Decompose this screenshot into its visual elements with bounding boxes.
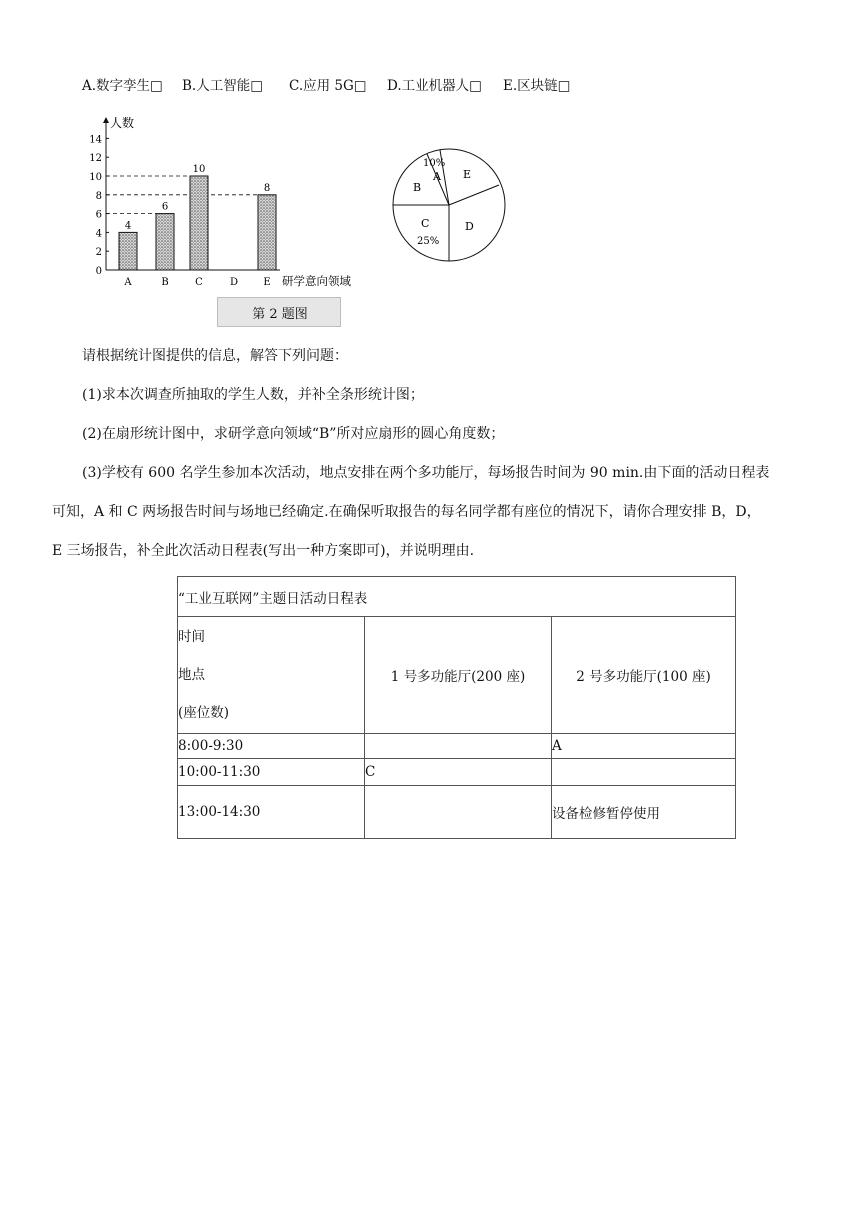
bar-bars (119, 164, 276, 270)
question-1: (1)求本次调查所抽取的学生人数，并补全条形统计图； (82, 387, 424, 403)
row-hall-2: A (552, 734, 736, 759)
bar-chart (80, 108, 380, 293)
row-time: 8:00-9:30 (178, 734, 365, 759)
option-c: C.应用 5G□ (289, 78, 367, 94)
pie-chart (385, 145, 515, 275)
row-hall-1 (365, 734, 552, 759)
row-time: 13:00-14:30 (178, 786, 365, 839)
bar-value-label: 10 (192, 164, 206, 175)
pie-slice-d-label: D (465, 220, 474, 233)
bar-y-tick-label: 12 (89, 153, 102, 165)
header-seats: (座位数) (178, 705, 230, 721)
bar-value-label: 4 (124, 220, 132, 232)
bar-y-tick-label: 4 (95, 228, 102, 240)
question-2: (2)在扇形统计图中，求研学意向领域“B”所对应扇形的圆心角度数； (82, 426, 505, 442)
bar-x-tick-label: C (195, 277, 203, 288)
bar-y-tick-label: 0 (95, 266, 102, 277)
bar-x-tick-label: B (161, 277, 169, 288)
header-time: 时间 (178, 629, 205, 645)
row-hall-2 (552, 759, 736, 786)
pie-slice-a-label: A (433, 170, 441, 183)
bar-a (119, 232, 137, 270)
pie-slice-boundary (449, 185, 499, 205)
table-row (178, 759, 736, 786)
schedule-table (177, 576, 736, 839)
pie-slice-b-label: B (413, 181, 422, 194)
bar-x-tick-label: D (229, 277, 239, 288)
table-title: “工业互联网”主题日活动日程表 (178, 577, 736, 617)
bar-b (156, 214, 174, 270)
row-hall-1 (365, 786, 552, 839)
question-3-line-1: (3)学校有 600 名学生参加本次活动，地点安排在两个多功能厅，每场报告时间为 90 min.由下面的活动日程表 (82, 465, 770, 481)
header-hall-1: 1 号多功能厅(200 座) (365, 617, 552, 734)
bar-y-tick-label: 10 (89, 172, 102, 183)
intro-text: 请根据统计图提供的信息，解答下列问题： (82, 348, 348, 364)
header-hall-2: 2 号多功能厅(100 座) (552, 617, 736, 734)
option-a: A.数字孪生□ (82, 78, 163, 94)
bar-reference-dashes (106, 176, 258, 214)
pie-slice-c-percent: 25% (417, 236, 440, 247)
figure-caption-box (217, 297, 341, 327)
pie-slice-c-label: C (421, 217, 430, 230)
bar-y-tick-label: 2 (95, 247, 102, 259)
bar-value-label: 6 (161, 201, 169, 213)
question-3-line-3: E 三场报告，补全此次活动日程表(写出一种方案即可)，并说明理由. (52, 543, 475, 559)
bar-y-tick-label: 8 (95, 190, 102, 202)
bar-x-tick-label: A (124, 277, 132, 288)
row-hall-1: C (365, 759, 552, 786)
table-row (178, 786, 736, 839)
bar-y-tick-label: 14 (89, 134, 102, 146)
header-corner-cell (178, 617, 365, 734)
option-e: E.区块链□ (503, 78, 571, 94)
option-b: B.人工智能□ (182, 78, 263, 94)
bar-e (258, 195, 276, 270)
header-place: 地点 (178, 667, 205, 683)
question-3-line-2: 可知，A 和 C 两场报告时间与场地已经确定.在确保听取报告的每名同学都有座位的情况下，请你合理安排 B，D， (52, 504, 761, 520)
bar-x-tick-label: E (263, 277, 271, 288)
bar-c (190, 176, 208, 270)
bar-y-tick-label: 6 (95, 209, 102, 221)
bar-value-label: 8 (263, 182, 271, 194)
pie-slice-e-label: E (463, 168, 472, 181)
figure-caption: 第 2 题图 (252, 307, 308, 322)
row-time: 10:00-11:30 (178, 759, 365, 786)
table-row (178, 734, 736, 759)
table-title-row (178, 577, 736, 617)
row-hall-2: 设备检修暂停使用 (552, 786, 736, 839)
pie-slice-a-percent: 10% (423, 158, 446, 169)
table-header-row (178, 617, 736, 734)
option-d: D.工业机器人□ (387, 78, 482, 94)
bar-y-axis-label: 人数 (110, 116, 135, 130)
bar-x-labels (123, 277, 270, 288)
options-line (0, 76, 860, 96)
bar-x-axis-label: 研学意向领域 (282, 274, 351, 288)
